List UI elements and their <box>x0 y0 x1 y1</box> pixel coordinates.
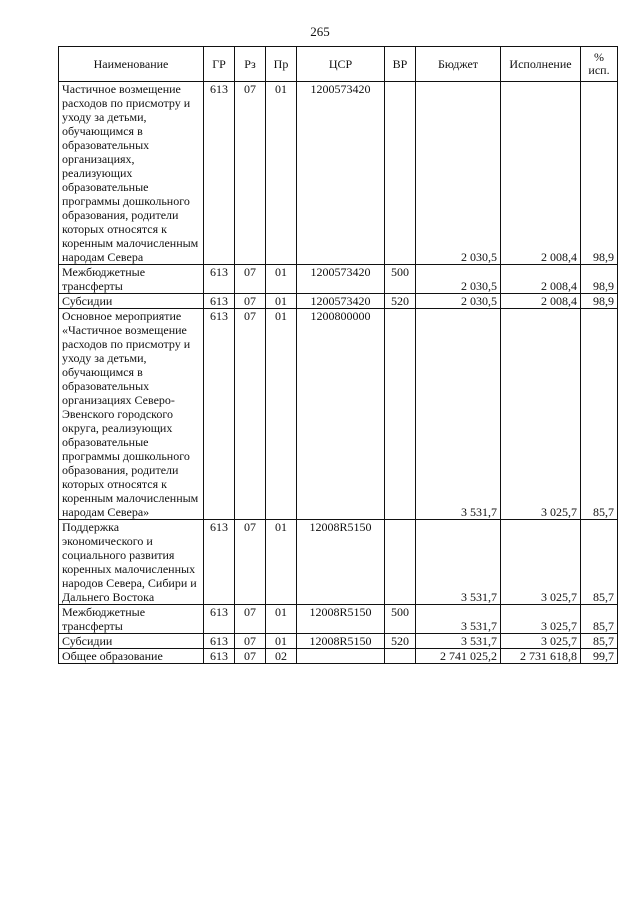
cell-pr: 01 <box>266 634 297 649</box>
cell-budget: 2 030,5 <box>416 82 501 265</box>
table-row <box>59 294 618 309</box>
cell-name: Межбюджетные трансферты <box>59 265 204 294</box>
cell-pr: 01 <box>266 82 297 265</box>
cell-budget: 3 531,7 <box>416 309 501 520</box>
cell-pr: 01 <box>266 520 297 605</box>
cell-execution: 2 008,4 <box>501 265 581 294</box>
header-gr: ГР <box>204 47 235 82</box>
cell-rz: 07 <box>235 82 266 265</box>
cell-rz: 07 <box>235 634 266 649</box>
cell-vr <box>385 520 416 605</box>
header-percent-symbol: % <box>594 50 604 64</box>
header-csr: ЦСР <box>297 47 385 82</box>
cell-execution: 3 025,7 <box>501 605 581 634</box>
cell-gr: 613 <box>204 520 235 605</box>
cell-csr: 12008R5150 <box>297 634 385 649</box>
cell-gr: 613 <box>204 82 235 265</box>
cell-gr: 613 <box>204 265 235 294</box>
cell-percent: 98,9 <box>581 294 618 309</box>
cell-percent: 98,9 <box>581 82 618 265</box>
cell-budget: 2 741 025,2 <box>416 649 501 664</box>
header-name: Наименование <box>59 47 204 82</box>
cell-rz: 07 <box>235 605 266 634</box>
table-row <box>59 649 618 664</box>
cell-csr: 1200800000 <box>297 309 385 520</box>
cell-percent: 98,9 <box>581 265 618 294</box>
cell-execution: 3 025,7 <box>501 309 581 520</box>
cell-pr: 01 <box>266 605 297 634</box>
cell-rz: 07 <box>235 294 266 309</box>
cell-percent: 85,7 <box>581 605 618 634</box>
cell-percent: 99,7 <box>581 649 618 664</box>
cell-csr: 1200573420 <box>297 265 385 294</box>
header-vr: ВР <box>385 47 416 82</box>
cell-vr: 500 <box>385 605 416 634</box>
cell-csr: 12008R5150 <box>297 605 385 634</box>
cell-name: Поддержка экономического и социального развития коренных малочисленных народов Севера, Сибири и Дальнего Востока <box>59 520 204 605</box>
cell-name: Межбюджетные трансферты <box>59 605 204 634</box>
cell-name: Субсидии <box>59 294 204 309</box>
cell-name: Субсидии <box>59 634 204 649</box>
table-row <box>59 605 618 634</box>
cell-csr: 1200573420 <box>297 294 385 309</box>
cell-budget: 3 531,7 <box>416 634 501 649</box>
cell-execution: 2 008,4 <box>501 82 581 265</box>
cell-execution: 2 731 618,8 <box>501 649 581 664</box>
cell-percent: 85,7 <box>581 634 618 649</box>
cell-vr <box>385 649 416 664</box>
cell-rz: 07 <box>235 520 266 605</box>
cell-budget: 2 030,5 <box>416 265 501 294</box>
table-row <box>59 520 618 605</box>
cell-execution: 3 025,7 <box>501 520 581 605</box>
cell-percent: 85,7 <box>581 309 618 520</box>
cell-pr: 01 <box>266 309 297 520</box>
header-percent <box>581 47 618 82</box>
header-percent-text: исп. <box>588 63 610 77</box>
cell-percent: 85,7 <box>581 520 618 605</box>
cell-gr: 613 <box>204 634 235 649</box>
budget-execution-table <box>58 46 618 664</box>
cell-vr: 520 <box>385 294 416 309</box>
cell-budget: 3 531,7 <box>416 520 501 605</box>
table-row <box>59 265 618 294</box>
header-pr: Пр <box>266 47 297 82</box>
cell-vr: 520 <box>385 634 416 649</box>
cell-budget: 2 030,5 <box>416 294 501 309</box>
cell-pr: 01 <box>266 265 297 294</box>
cell-execution: 3 025,7 <box>501 634 581 649</box>
cell-vr <box>385 82 416 265</box>
header-execution: Исполнение <box>501 47 581 82</box>
cell-pr: 02 <box>266 649 297 664</box>
cell-gr: 613 <box>204 309 235 520</box>
cell-name: Общее образование <box>59 649 204 664</box>
cell-name: Основное мероприятие «Частичное возмещение расходов по присмотру и уходу за детьми, обучающимся в образовательных организациях Северо-Эвенского городского округа, реализующих образовательные программы дошкольного образования, родители которых относятся к коренным малочисленным народам Севера» <box>59 309 204 520</box>
cell-pr: 01 <box>266 294 297 309</box>
table-header-row <box>59 47 618 82</box>
cell-execution: 2 008,4 <box>501 294 581 309</box>
table-row <box>59 634 618 649</box>
header-rz: Рз <box>235 47 266 82</box>
table-row <box>59 309 618 520</box>
cell-csr <box>297 649 385 664</box>
cell-gr: 613 <box>204 294 235 309</box>
cell-rz: 07 <box>235 649 266 664</box>
cell-csr: 12008R5150 <box>297 520 385 605</box>
header-budget: Бюджет <box>416 47 501 82</box>
table-row <box>59 82 618 265</box>
page-number: 265 <box>310 24 330 39</box>
cell-rz: 07 <box>235 309 266 520</box>
cell-vr <box>385 309 416 520</box>
cell-csr: 1200573420 <box>297 82 385 265</box>
cell-vr: 500 <box>385 265 416 294</box>
cell-gr: 613 <box>204 605 235 634</box>
cell-budget: 3 531,7 <box>416 605 501 634</box>
cell-name: Частичное возмещение расходов по присмотру и уходу за детьми, обучающимся в образовательных организациях, реализующих образовательные программы дошкольного образования, родители которых относятся к коренным малочисленным народам Севера <box>59 82 204 265</box>
cell-gr: 613 <box>204 649 235 664</box>
cell-rz: 07 <box>235 265 266 294</box>
